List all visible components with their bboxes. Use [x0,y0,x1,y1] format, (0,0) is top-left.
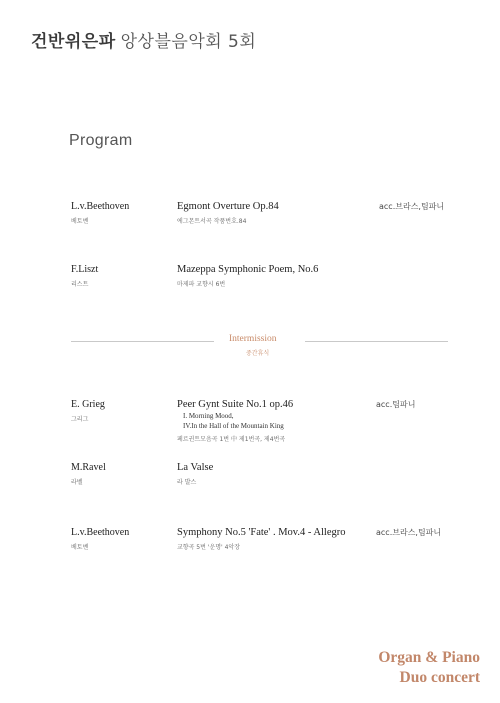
piece-title: La Valse [177,462,214,473]
accompaniment: acc.팀파니 [376,400,416,409]
piece-title: Mazeppa Symphonic Poem, No.6 [177,264,319,275]
composer-name-korean: 리스트 [71,281,89,288]
piece-title-korean: 마제파 교향시 6번 [177,281,226,288]
composer-name-korean: 베토벤 [71,544,89,551]
composer-name: M.Ravel [71,462,106,473]
intermission-label-korean: 중간휴식 [246,350,270,357]
movement-line: IV.In the Hall of the Mountain King [183,422,284,430]
movement-line: I. Morning Mood, [183,412,234,420]
piece-title-korean: 라 발스 [177,479,197,486]
ensemble-name: 건반위은파 [31,32,116,52]
piece-title-korean: 페르귄트모음곡 1번 中 제1번곡, 제4번곡 [177,436,286,443]
accompaniment: acc.브라스,팀파니 [376,528,442,537]
intermission-label: Intermission [229,334,277,344]
piece-title: Peer Gynt Suite No.1 op.46 [177,399,294,410]
composer-name-korean: 라벨 [71,479,83,486]
divider-line-right [305,341,448,342]
accompaniment: acc.브라스,팀파니 [379,202,445,211]
divider-line-left [71,341,214,342]
footer-line-2: Duo concert [399,669,480,686]
composer-name: F.Liszt [71,264,99,275]
composer-name: L.v.Beethoven [71,201,130,212]
footer-line-1: Organ & Piano [378,649,480,666]
composer-name: E. Grieg [71,399,105,410]
concert-subtitle: 앙상블음악회 5회 [120,32,257,52]
piece-title-korean: 에그몬트서곡 작품번호.84 [177,218,247,225]
piece-title-korean: 교향곡 5번 '운명' 4악장 [177,544,241,551]
composer-name-korean: 그리그 [71,416,89,423]
composer-name: L.v.Beethoven [71,527,130,538]
composer-name-korean: 베토벤 [71,218,89,225]
piece-title: Symphony No.5 'Fate' . Mov.4 - Allegro [177,527,346,538]
concert-footer-title [378,648,480,688]
concert-header [31,27,256,52]
program-title: Program [69,132,133,149]
intermission-divider [0,334,500,364]
piece-title: Egmont Overture Op.84 [177,201,279,212]
